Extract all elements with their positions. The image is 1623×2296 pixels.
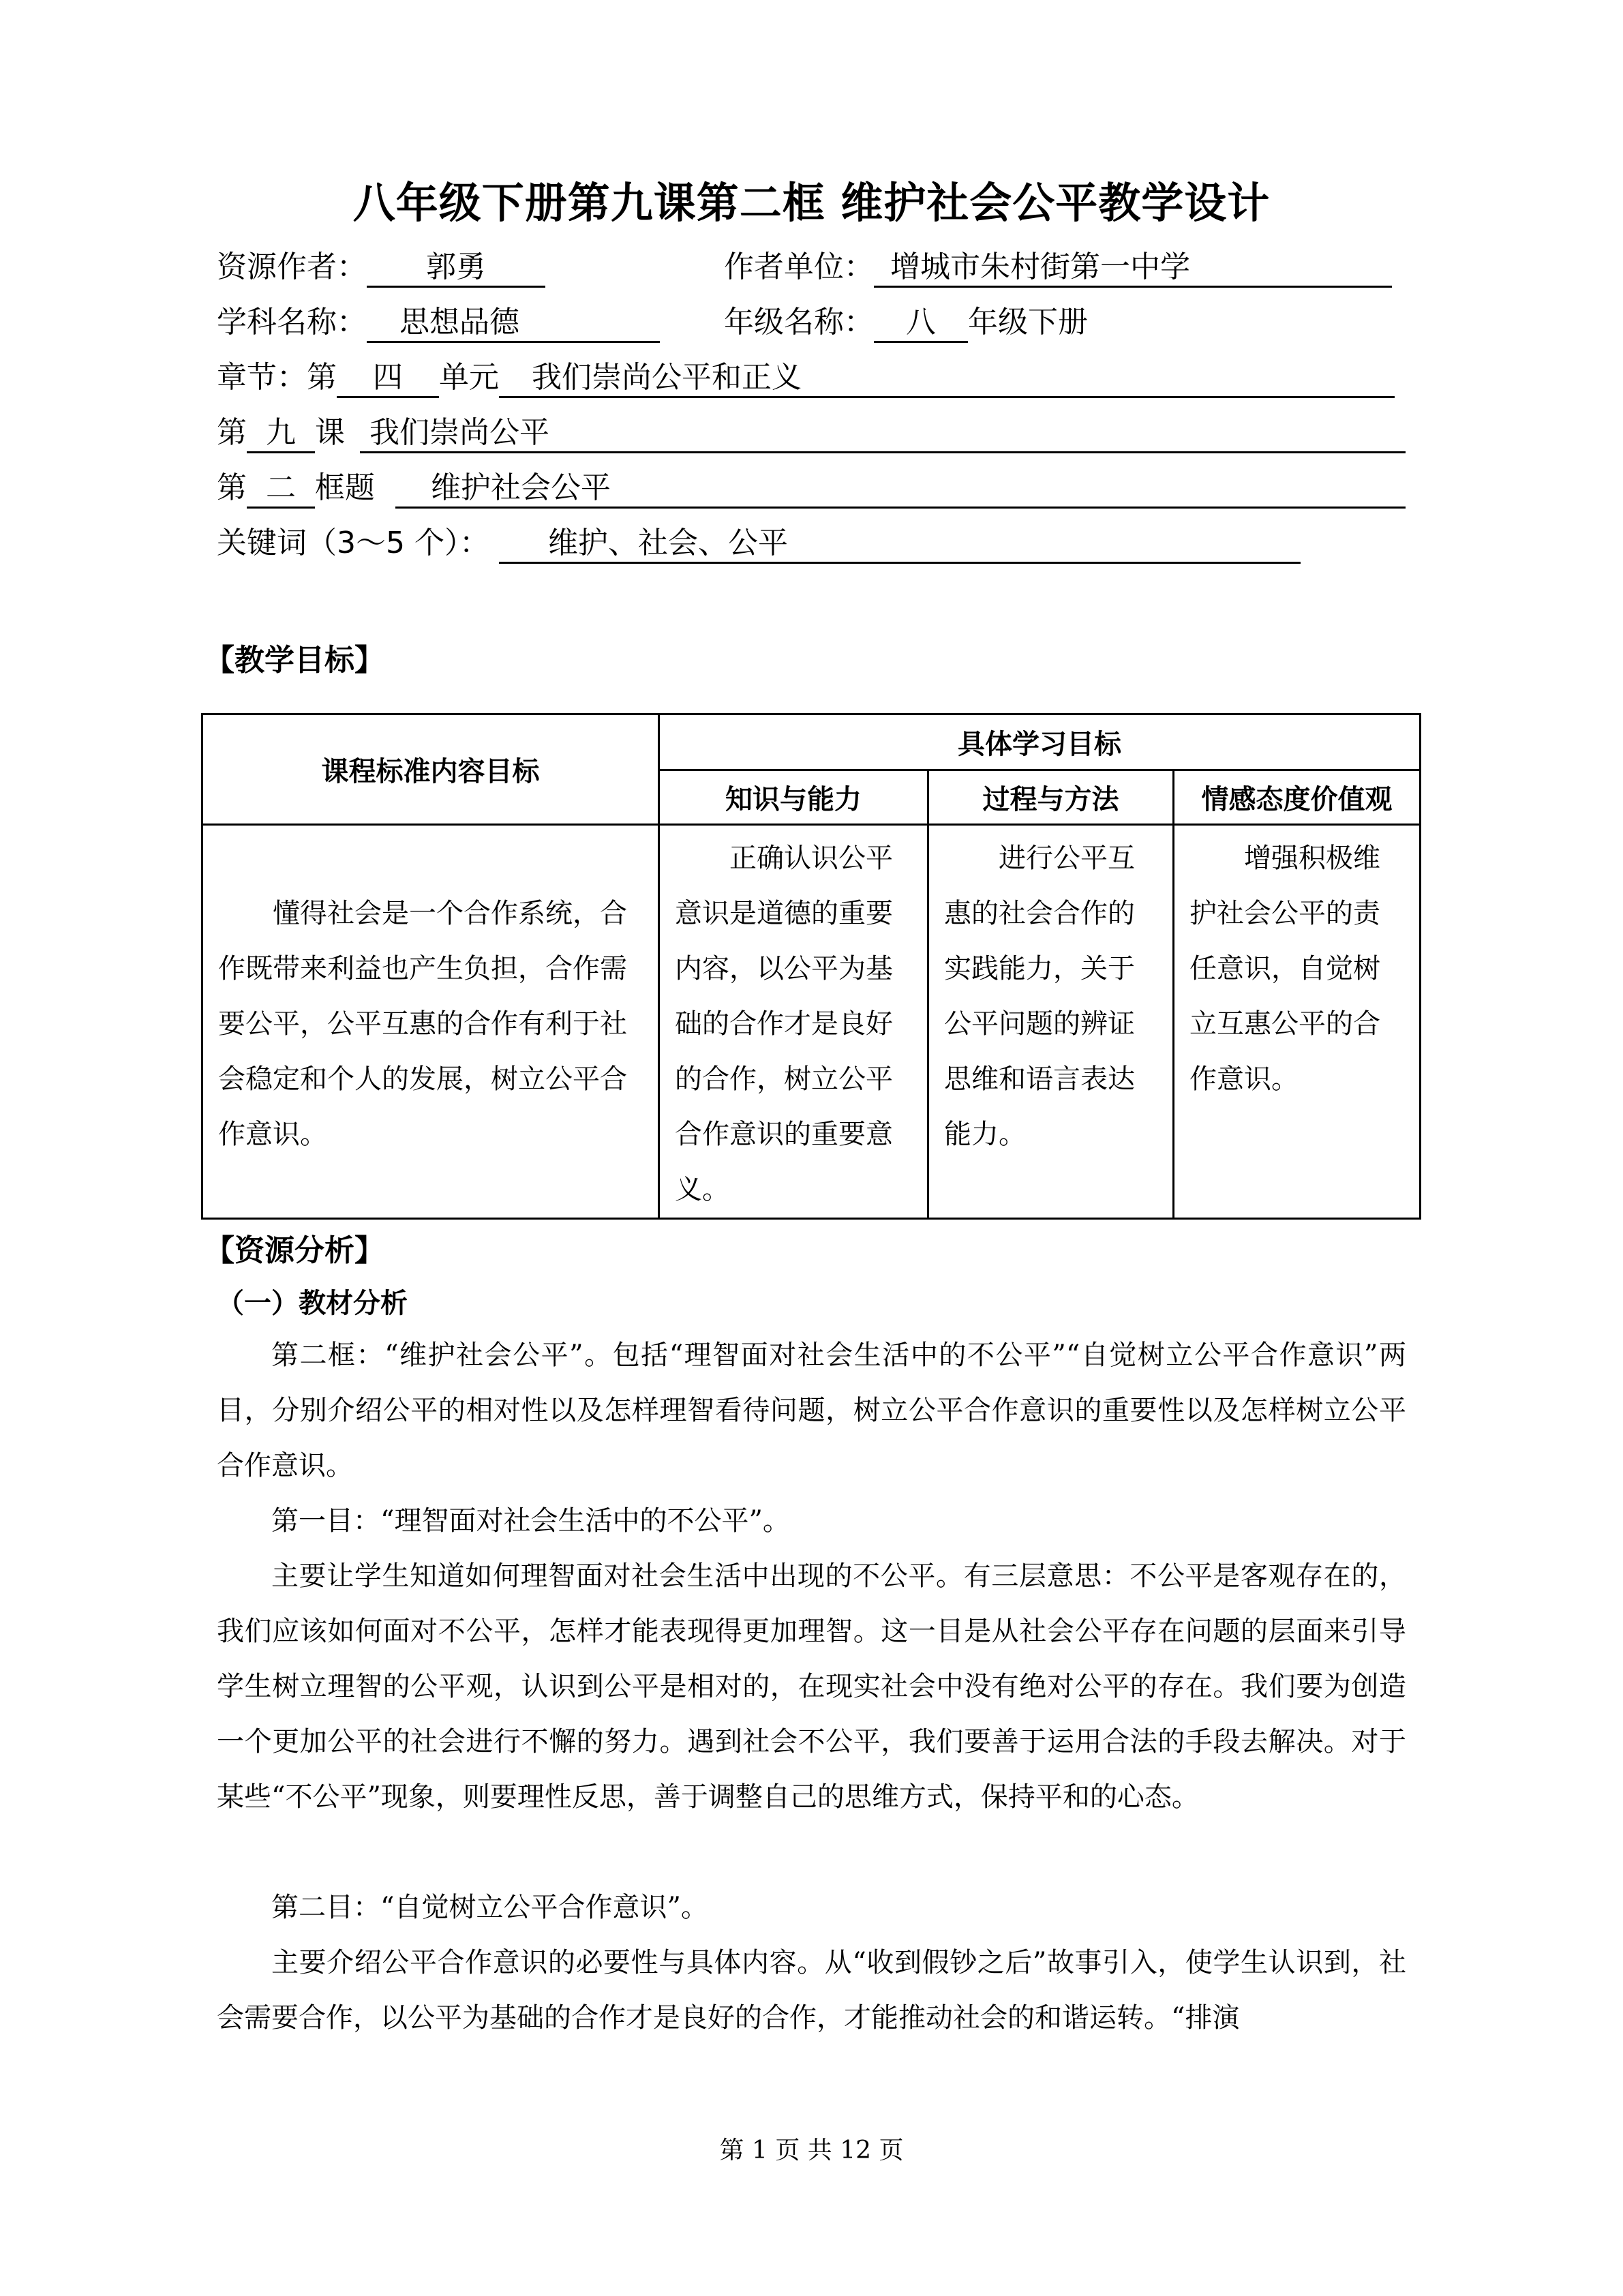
info-row-chapter bbox=[217, 357, 1395, 398]
author-label: 资源作者： bbox=[217, 250, 367, 284]
grade-suffix: 年级下册 bbox=[968, 305, 1088, 339]
info-row-subject bbox=[217, 302, 660, 343]
lesson-title: 我们崇尚公平 bbox=[360, 414, 1406, 453]
frame-prefix: 第 bbox=[217, 470, 247, 505]
paragraph-1: 第二框：“维护社会公平”。包括“理智面对社会生活中的不公平”“自觉树立公平合作意识”两目，分别介绍公平的相对性以及怎样理智看待问题，树立公平合作意识的重要性以及怎样树立公平合作意识。 bbox=[217, 1340, 1406, 1481]
paragraph-5: 主要介绍公平合作意识的必要性与具体内容。从“收到假钞之后”故事引入，使学生认识到，社会需要合作，以公平为基础的合作才是良好的合作，才能推动社会的和谐运转。“排演 bbox=[217, 1947, 1406, 2034]
header-standard: 课程标准内容目标 bbox=[202, 714, 659, 825]
frame-mid: 框题 bbox=[315, 470, 375, 505]
frame-title: 维护社会公平 bbox=[395, 470, 1406, 509]
frame-number: 二 bbox=[247, 470, 315, 509]
header-emotion: 情感态度价值观 bbox=[1174, 770, 1421, 825]
keywords-value: 维护、社会、公平 bbox=[499, 525, 1301, 564]
chapter-title: 我们崇尚公平和正义 bbox=[499, 359, 1395, 398]
paragraph-3: 主要让学生知道如何理智面对社会生活中出现的不公平。有三层意思：不公平是客观存在的，我们应该如何面对不公平，怎样才能表现得更加理智。这一目是从社会公平存在问题的层面来引导学生树立理智的公平观，认识到公平是相对的，在现实社会中没有绝对公平的存在。我们要为创造一个更加公平的社会进行不懈的努力。遇到社会不公平，我们要善于运用合法的手段去解决。对于某些“不公平”现象，则要理性反思，善于调整自己的思维方式，保持平和的心态。 bbox=[217, 1560, 1406, 1813]
info-row-unit bbox=[724, 247, 1392, 288]
author-value: 郭勇 bbox=[367, 249, 545, 288]
info-row-frame bbox=[217, 468, 1406, 509]
grade-label: 年级名称： bbox=[724, 305, 874, 339]
chapter-prefix: 章节：第 bbox=[217, 360, 337, 395]
unit-label: 作者单位： bbox=[724, 250, 874, 284]
header-specific: 具体学习目标 bbox=[659, 714, 1421, 770]
lesson-number: 九 bbox=[247, 414, 315, 453]
chapter-number: 四 bbox=[337, 359, 439, 398]
section-title-goals: 【教学目标】 bbox=[204, 643, 384, 678]
subject-label: 学科名称： bbox=[217, 305, 367, 339]
lesson-mid: 课 bbox=[315, 415, 345, 450]
info-row-grade bbox=[724, 302, 1088, 343]
grade-value: 八 bbox=[874, 304, 968, 343]
paragraph-2: 第一目：“理智面对社会生活中的不公平”。 bbox=[271, 1505, 790, 1537]
teaching-goals-table bbox=[201, 713, 1421, 1220]
cell-standard-text: 懂得社会是一个合作系统，合作既带来利益也产生负担，合作需要公平，公平互惠的合作有利于社会稳定和个人的发展，树立公平合作意识。 bbox=[202, 825, 659, 1219]
page-footer: 第 1 页 共 12 页 bbox=[719, 2136, 904, 2164]
chapter-mid: 单元 bbox=[439, 360, 499, 395]
subsection-title-textbook: （一）教材分析 bbox=[217, 1288, 408, 1319]
document-title: 八年级下册第九课第二框 维护社会公平教学设计 bbox=[352, 178, 1271, 228]
info-row-keywords bbox=[217, 523, 1301, 564]
section-title-analysis: 【资源分析】 bbox=[204, 1233, 384, 1268]
unit-value: 增城市朱村街第一中学 bbox=[874, 249, 1392, 288]
keywords-label: 关键词（3～5 个）： bbox=[217, 526, 489, 560]
cell-knowledge-text: 正确认识公平意识是道德的重要内容，以公平为基础的合作才是良好的合作，树立公平合作意识的重要意义。 bbox=[659, 825, 928, 1219]
header-process: 过程与方法 bbox=[928, 770, 1174, 825]
subject-value: 思想品德 bbox=[367, 304, 660, 343]
paragraph-4: 第二目：“自觉树立公平合作意识”。 bbox=[271, 1892, 708, 1923]
cell-emotion-text: 增强积极维护社会公平的责任意识，自觉树立互惠公平的合作意识。 bbox=[1174, 825, 1421, 1219]
lesson-prefix: 第 bbox=[217, 415, 247, 450]
cell-process-text: 进行公平互惠的社会合作的实践能力，关于公平问题的辨证思维和语言表达能力。 bbox=[928, 825, 1174, 1219]
info-row-lesson bbox=[217, 412, 1406, 453]
info-row-author bbox=[217, 247, 545, 288]
header-knowledge: 知识与能力 bbox=[659, 770, 928, 825]
